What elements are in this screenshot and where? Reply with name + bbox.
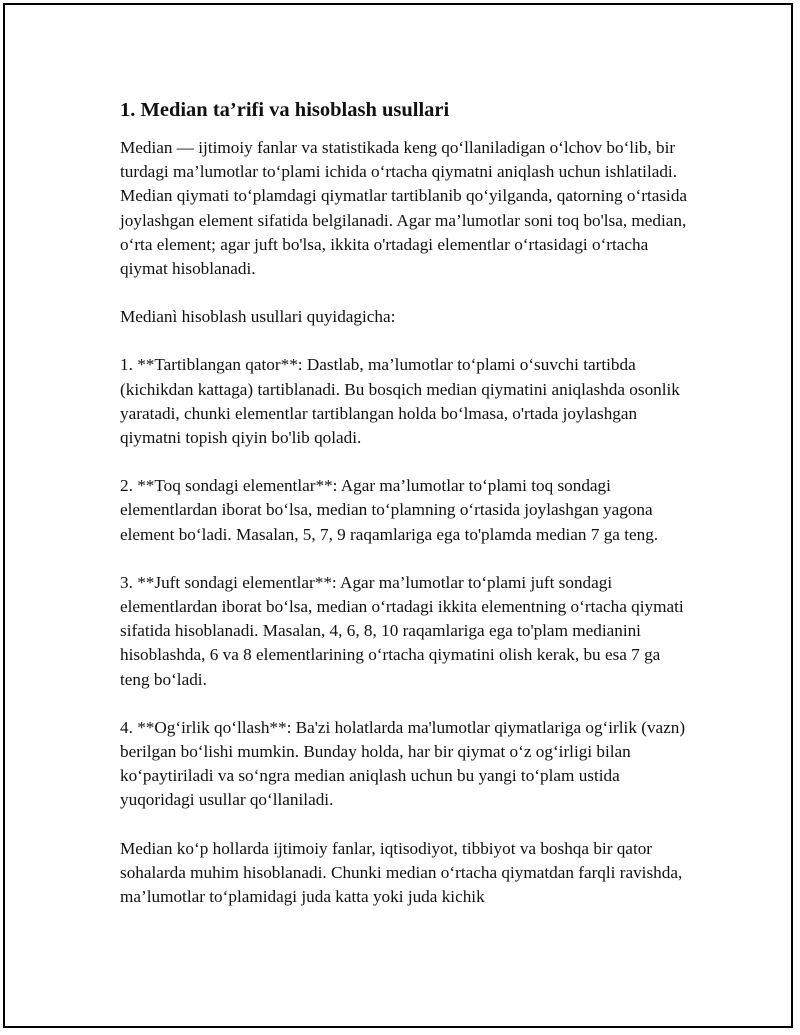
paragraph-method-2-odd-count: 2. **Toq sondagi elementlar**: Agar ma’lumotlar to‘plami toq sondagi elementlardan iborat bo‘lsa, median to‘plamning o‘rtasida joylashgan yagona element bo‘ladi. Masalan, 5, 7, 9 raqamlariga ega to'plamda median 7 ga teng. <box>120 476 659 544</box>
document-body <box>120 97 690 933</box>
paragraph-method-3-even-count: 3. **Juft sondagi elementlar**: Agar ma’lumotlar to‘plami juft sondagi elementlardan iborat bo‘lsa, median o‘rtadagi ikkita elementning o‘rtacha qiymati sifatida hisoblanadi. Masalan, 4, 6, 8, 10 raqamlariga ega to'plam medianini hisoblashda, 6 va 8 elementlarining o‘rtacha qiymatini olish kerak, bu esa 7 ga teng bo‘ladi. <box>120 572 684 689</box>
section-heading: 1. Median ta’rifi va hisoblash usullari <box>120 99 450 121</box>
paragraph-method-1-sorted-order: 1. **Tartiblangan qator**: Dastlab, ma’lumotlar to‘plami o‘suvchi tartibda (kichikdan kattaga) tartiblanadi. Bu bosqich median qiymatini aniqlashda osonlik yaratadi, chunki elementlar tartiblangan holda bo‘lmasa, o'rtada joylashgan qiymatni topish qiyin bo'lib qoladi. <box>120 355 680 448</box>
paragraph-median-importance: Median ko‘p hollarda ijtimoiy fanlar, iqtisodiyot, tibbiyot va boshqa bir qator sohalarda muhim hisoblanadi. Chunki median o‘rtacha qiymatdan farqli ravishda, ma’lumotlar to‘plamidagi juda katta yoki juda kichik <box>120 838 683 907</box>
document-page <box>3 3 793 1028</box>
paragraph-method-4-weighting: 4. **Og‘irlik qo‘llash**: Ba'zi holatlarda ma'lumotlar qiymatlariga og‘irlik (vazn) berilgan bo‘lishi mumkin. Bunday holda, har bir qiymat o‘z og‘irligi bilan ko‘paytiriladi va so‘ngra median aniqlash uchun bu yangi to‘plam ustida yuqoridagi usullar qo‘llaniladi. <box>120 717 686 810</box>
paragraph-median-definition: Median — ijtimoiy fanlar va statistikada keng qo‘llaniladigan o‘lchov bo‘lib, bir turdagi ma’lumotlar to‘plami ichida o‘rtacha qiymatni aniqlash uchun ishlatiladi. Median qiymati to‘plamdagi qiymatlar tartiblanib qo‘yilganda, qatorning o‘rtasida joylashgan element sifatida belgilanadi. Agar ma’lumotlar soni toq bo'lsa, median, o‘rta element; agar juft bo'lsa, ikkita o'rtadagi elementlar o‘rtasidagi o‘rtacha qiymat hisoblanadi. <box>120 138 688 279</box>
paragraph-methods-intro: Medianì hisoblash usullari quyidagicha: <box>120 307 396 327</box>
